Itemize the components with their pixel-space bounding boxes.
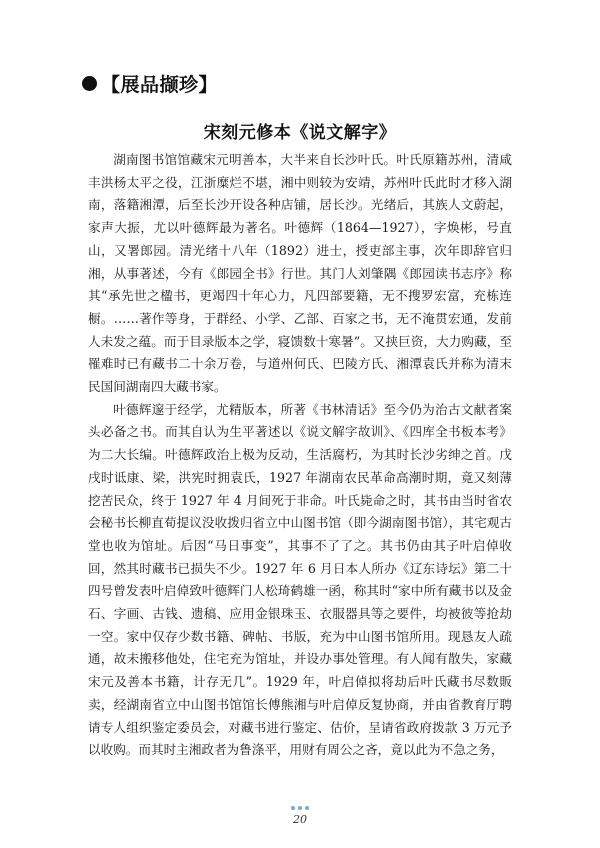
section-title: 【展品撷珍】 — [101, 74, 219, 96]
article-body — [88, 149, 512, 762]
paragraph: 叶德辉邃于经学，尤精版本，所著《书林清话》至今仍为治古文献者案头必备之书。而其自认为生平著述以《说文解字故训》、《四库全书板本考》为二大长编。叶德辉政治上极为反动，生活腐朽，为其时长沙劣绅之首。戊戌时诋康、梁，洪宪时拥袁氏，1927 年湖南农民革命高潮时期，竟又刻薄挖苦民众，终于 1927 年 4 月间死于非命。叶氏毙命之时，其书由当时省农会秘书长柳直荀提议没收拨归省立中山图书馆（即今湖南图书馆），其宅观古堂也收为馆址。后因“马日事变”，其事不了了之。其书仍由其子叶启倬收回，然其时藏书已损失不少。1927 年 6 月日本人所办《辽东诗坛》第二十四号曾发表叶启倬致叶德辉门人松琦鹤雄一函，称其时“家中所有藏书以及金石、字画、古钱、遗稿、应用金银珠玉、衣服器具等之要件，均被彼等抢劫一空。家中仅存少数书籍、碑帖、书版，充为中山图书馆所用。现恳友人疏通，故未搬移他处，住宅充为馆址，并设办事处管理。有人闻有散失，家藏宋元及善本书籍，计存无几”。1929 年，叶启倬拟将劫后叶氏藏书尽数販卖，经湖南省立中山图书馆馆长傅熊湘与叶启倬反复协商，并由省教育厅聘请专人组织鉴定委员会，对藏书进行鉴定、估价，呈请省政府拨款 3 万元予以收购。而其时主湘政者为鲁涤平，用财有周公之吝，竟以此为不急之务， — [88, 401, 512, 758]
paragraph: 湖南图书馆馆藏宋元明善本，大半来自长沙叶氏。叶氏原籍苏州，清咸丰洪杨太平之役，江浙糜烂不堪，湘中则较为安靖，苏州叶氏此时才移入湖南，落籍湘潭，后至长沙开设各种店铺，居长沙。光绪后，其族人文蔚起，家声大振，尤以叶德辉最为著名。叶德辉（1864—1927），字焕彬，号直山，又署郎园。清光绪十八年（1892）进士，授吏部主事，次年即辞官归湘，从事著述，今有《郎园全书》行世。其门人刘肇隅《郎园读书志序》称其“承先世之楹书，更竭四十年心力，凡四部要籍，无不搜罗宏富，充栋连橱。……著作等身，于群经、小学、乙部、百家之书，无不淹贯宏通，发前人未发之蕴。而于目录版本之学，寝馈数十寒暑”。又挟巨资，大力购藏，至罹难时已有藏书二十余万卷，与道州何氏、巴陵方氏、湘潭袁氏并称为清末民国间湖南四大藏书家。 — [88, 152, 512, 395]
article-title: 宋刻元修本《说文解字》 — [203, 123, 397, 143]
section-header — [82, 70, 218, 97]
page-dots-icon — [0, 806, 600, 812]
bullet-dot-icon — [82, 76, 97, 91]
page-footer — [0, 806, 600, 826]
page-number: 20 — [293, 813, 307, 826]
